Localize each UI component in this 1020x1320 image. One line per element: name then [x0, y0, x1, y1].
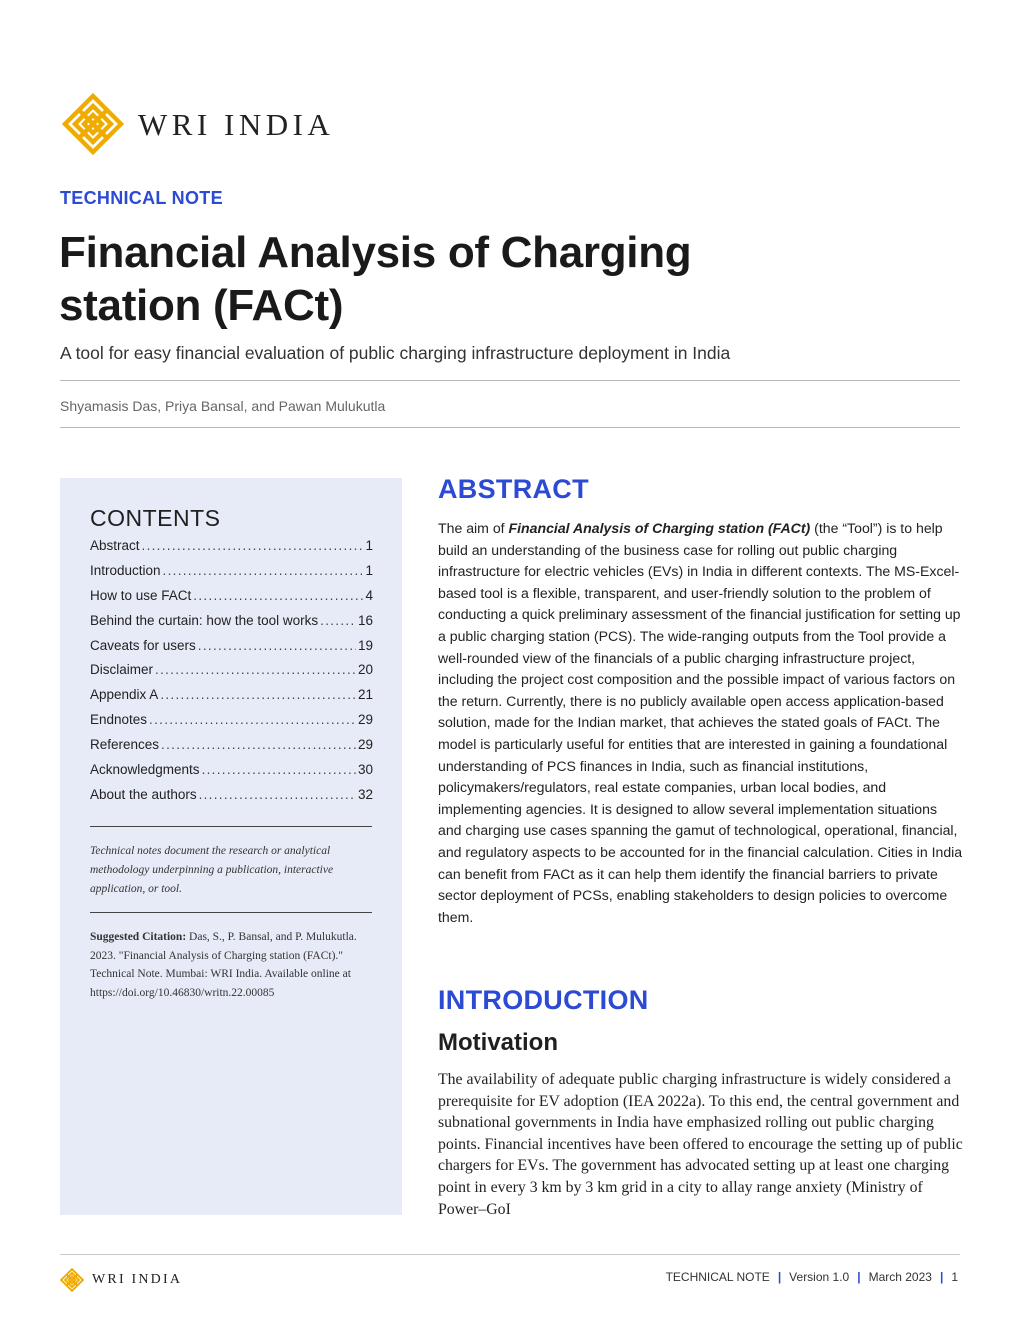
- authors-line: Shyamasis Das, Priya Bansal, and Pawan Mulukutla: [60, 398, 386, 414]
- citation-label: Suggested Citation:: [90, 931, 187, 943]
- title-line-2: station (FACt): [59, 281, 344, 330]
- footer-divider: [60, 1254, 960, 1255]
- toc-item-abstract[interactable]: Abstract ..... 1: [90, 538, 373, 563]
- woven-knot-logo-icon: [62, 93, 124, 155]
- brand-wordmark: WRI INDIA: [138, 106, 335, 142]
- footer-doc-type: TECHNICAL NOTE: [665, 1270, 770, 1284]
- authors-divider: [60, 427, 960, 428]
- introduction-body: The availability of adequate public charging infrastructure is widely considered a prerequisite for EV adoption (IEA 2022a). To this end, the central government and subnational governments in India have emphasized rolling out public charging points. Financial incentives have been offered to encourage the setting up of public chargers for EVs. The government has advocated setting up at least one charging point in every 3 km by 3 km grid in a city to allay range anxiety (Ministry of Power–GoI: [438, 1071, 963, 1218]
- document-type-kicker: TECHNICAL NOTE: [60, 188, 223, 208]
- motivation-subheading: Motivation: [438, 1029, 558, 1056]
- citation-text: Das, S., P. Bansal, and P. Mulukutla. 2023. "Financial Analysis of Charging station (FACt)." Technical Note. Mumbai: WRI India. Available online at https://doi.org/10.46830/writn.22.00085: [90, 931, 357, 999]
- toc-item-how-to-use[interactable]: How to use FACt ..... 4: [90, 588, 373, 613]
- table-of-contents: [90, 538, 373, 812]
- contents-panel: [60, 478, 402, 1215]
- footer-page-number: 1: [951, 1270, 958, 1284]
- tool-name: Financial Analysis of Charging station (FACt): [508, 520, 811, 536]
- page-title: [59, 226, 691, 332]
- introduction-heading: INTRODUCTION: [438, 985, 649, 1015]
- contents-divider: [90, 826, 372, 827]
- toc-item-about-authors[interactable]: About the authors ..... 32: [90, 787, 373, 812]
- contents-heading: CONTENTS: [90, 505, 221, 531]
- toc-item-appendix-a[interactable]: Appendix A ..... 21: [90, 687, 373, 712]
- footer-logo: [60, 1268, 182, 1292]
- toc-item-references[interactable]: References ..... 29: [90, 737, 373, 762]
- toc-item-disclaimer[interactable]: Disclaimer ..... 20: [90, 662, 373, 687]
- footer-separator: |: [939, 1270, 944, 1284]
- toc-item-introduction[interactable]: Introduction ..... 1: [90, 563, 373, 588]
- toc-item-behind-the-curtain[interactable]: Behind the curtain: how the tool works ..... 16: [90, 613, 373, 638]
- footer-version: Version 1.0: [789, 1270, 850, 1284]
- toc-item-acknowledgments[interactable]: Acknowledgments ..... 30: [90, 762, 373, 787]
- footer-separator: |: [777, 1270, 782, 1284]
- woven-knot-logo-icon: [60, 1268, 84, 1292]
- citation-divider: [90, 912, 372, 913]
- page-subtitle: A tool for easy financial evaluation of public charging infrastructure deployment in India: [60, 343, 731, 363]
- header-logo: [62, 93, 334, 155]
- footer-meta: [666, 1270, 958, 1284]
- toc-item-endnotes[interactable]: Endnotes ..... 29: [90, 712, 373, 737]
- abstract-body: The aim of Financial Analysis of Charging station (FACt) (the “Tool”) is to help build an understanding of the business case for rolling out public charging infrastructure for electric vehicles (EVs) in India in different contexts. The MS-Excel-based tool is a flexible, transparent, and user-friendly solution to the problem of conducting a quick preliminary assessment of the financial justification for setting up a public charging station (PCS). The wide-ranging outputs from the Tool provide a well-rounded view of the financials of a public charging infrastructure project, including the project cost composition and the possible impact of various factors on the return. Currently, there is no publicly available open access application-based solution, made for the Indian market, that achieves the stated goals of FACt. The model is particularly useful for entities that are interested in gaining a foundational understanding of PCS finances in India, such as financial institutions, policymakers/regulators, real estate companies, urban local bodies, and implementing agencies. It is designed to allow several implementation situations and charging use cases spanning the gamut of technological, operational, financial, and regulatory aspects to be accounted for in the financial calculation. Cities in India can benefit from FACt as it can help them identify the financial barriers to private sector deployment of PCSs, enabling stakeholders to design policies to overcome them.: [438, 520, 963, 925]
- footer-separator: |: [857, 1270, 861, 1284]
- header-divider: [60, 380, 960, 381]
- toc-item-caveats[interactable]: Caveats for users ..... 19: [90, 638, 373, 663]
- abstract-heading: ABSTRACT: [438, 474, 589, 504]
- title-line-1: Financial Analysis of Charging: [59, 228, 692, 277]
- suggested-citation: [90, 928, 375, 1002]
- footer-brand-wordmark: WRI INDIA: [92, 1272, 183, 1287]
- technical-note-description: Technical notes document the research or analytical methodology underpinning a publication, interactive application, or tool.: [90, 845, 334, 895]
- footer-date: March 2023: [868, 1270, 932, 1284]
